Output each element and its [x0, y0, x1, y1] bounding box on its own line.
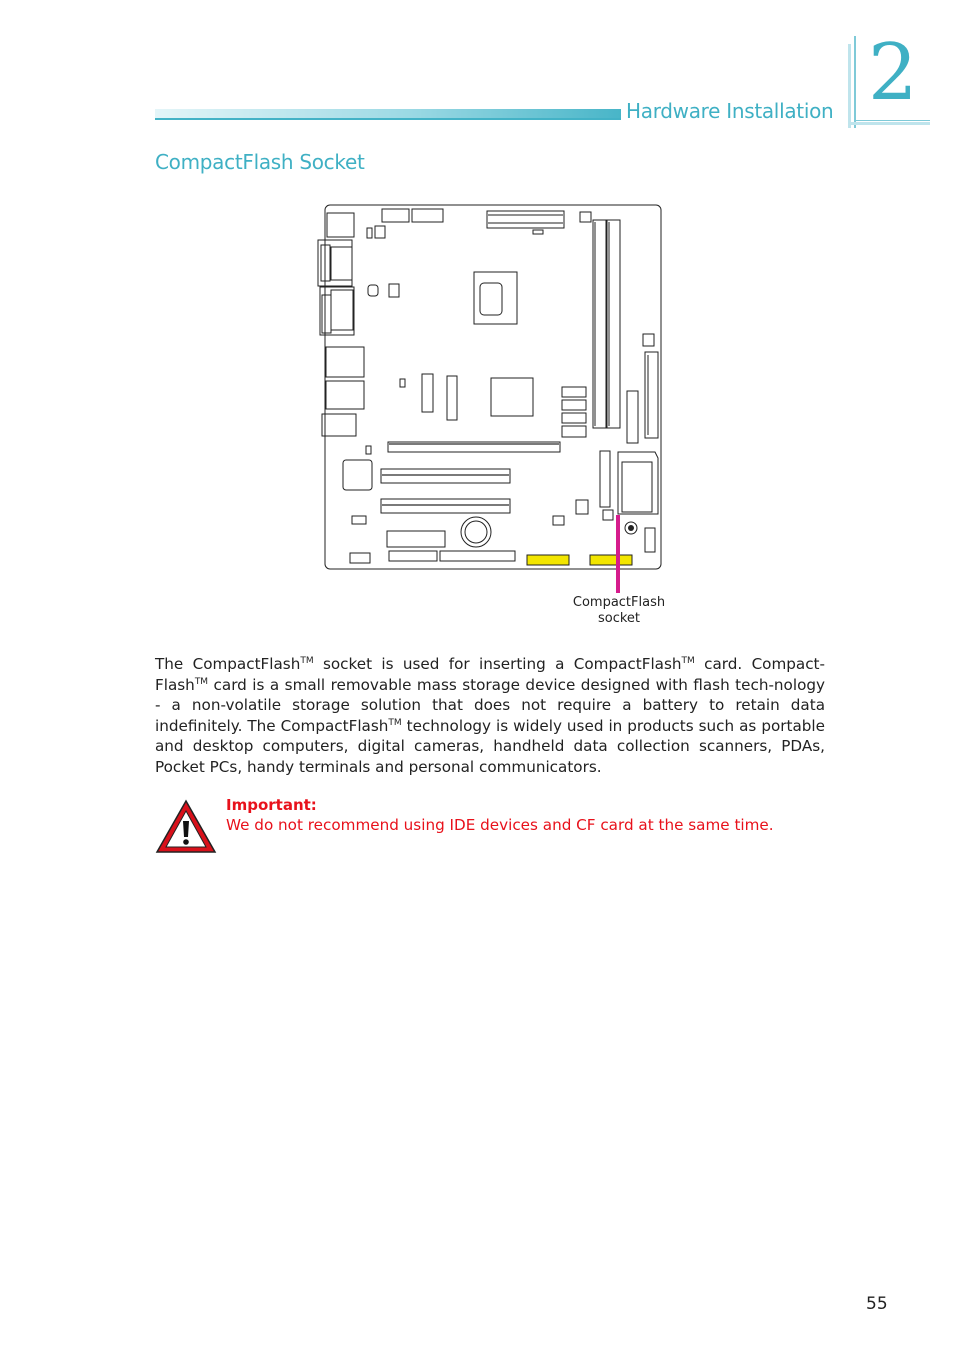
trademark-mark: TM	[194, 676, 209, 687]
body-text-run: card. Compact-Flash	[155, 655, 825, 694]
header-title: Hardware Installation	[626, 99, 834, 123]
body-text-run: card is a small removable mass storage device designed with flash tech-nology - a non-volatile storage solution that does not require a battery to retain data indefinitely. The CompactFlash	[155, 675, 825, 735]
important-label: Important:	[226, 796, 317, 814]
chapter-number: 2	[868, 28, 918, 118]
body-text-run: socket is used for inserting a CompactFlash	[313, 655, 682, 673]
section-title: CompactFlash Socket	[155, 150, 365, 174]
important-text: We do not recommend using IDE devices and CF card at the same time.	[226, 816, 774, 834]
body-paragraph	[155, 654, 825, 777]
body-text-run: technology is widely used in products such as portable and desktop computers, digital cameras, handheld data collection scanners, PDAs, Pocket PCs, handy terminals and personal communicators.	[155, 716, 825, 776]
callout-label	[559, 595, 679, 627]
body-text-run: The CompactFlash	[155, 655, 301, 673]
callout-line	[616, 515, 620, 593]
warning-triangle-icon	[155, 799, 217, 855]
trademark-mark: TM	[300, 656, 314, 666]
page-number: 55	[866, 1294, 888, 1314]
header-rule	[155, 118, 621, 120]
callout-label-line1: CompactFlash	[572, 595, 666, 610]
trademark-mark: TM	[681, 656, 695, 666]
trademark-mark: TM	[388, 717, 402, 728]
callout-label-line2: socket	[597, 611, 641, 626]
